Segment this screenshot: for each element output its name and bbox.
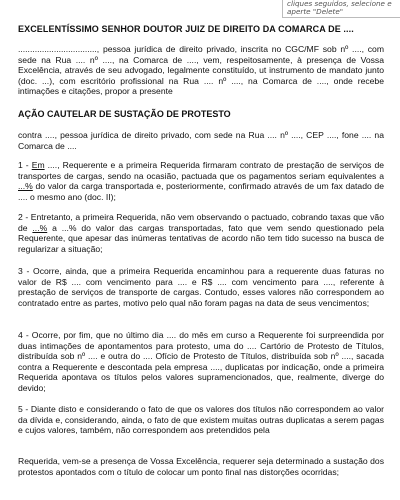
paragraph-4: 4 - Ocorre, por fim, que no último dia .... do mês em curso a Requerente foi surpreendida por duas intimações de apontamentos para protesto, uma do .... Cartório de Protesto de Títulos, distribuída sob nº .... e outra do .... Ofício de Protesto de Títulos, distribuída sob nº ...., sacada contra a Requerente e descontada pela empresa ...., duplicatas por indicação, onde a primeira Requerida apontava os títulos pelos valores supramencionados, que, realmente, diverge do devido; — [18, 330, 384, 393]
p1-underlined-percent: ...% — [18, 181, 33, 192]
p2-underlined-percent: ...% — [32, 222, 48, 233]
paragraph-2 — [18, 212, 384, 254]
contra-paragraph: contra ...., pessoa jurídica de direito privado, com sede na Rua .... nº ...., CEP ...., fone .... na Comarca de .... — [18, 130, 384, 151]
paragraph-1 — [18, 160, 384, 202]
p2-text-b: a ...% do valor das cargas transportadas, fato que vem sendo questionado pela Requerente, que apesar das inúmeras tentativas de acordo não tem tido sucesso na busca de regularizar a situação; — [18, 222, 385, 254]
action-title: AÇÃO CAUTELAR DE SUSTAÇÃO DE PROTESTO — [18, 109, 231, 119]
paragraph-5: 5 - Diante disto e considerando o fato de que os valores dos títulos não correspondem ao valor da dívida e, considerando, ainda, o fato de que existem muitas outras duplicatas a serem pagas e cujos valores, também, não correspondem aos pretendidos pela — [18, 404, 384, 436]
p1-text-a: ...., Requerente e a primeira Requerida firmaram contrato de prestação de serviços de transportes de cargas, sendo na ocasião, pactuada que os pagamentos seriam equivalentes a — [18, 160, 385, 181]
paragraph-3: 3 - Ocorre, ainda, que a primeira Requerida encaminhou para a requerente duas faturas no valor de R$ .... com vencimento para .... e R$ .... com vencimento para ...., referente à prestação de serviços de transporte de cargas. Contudo, esses valores não correspondem ao contratado entre as partes, motivo pelo qual não foram pagas na data de seus vencimentos; — [18, 266, 384, 308]
closing-paragraph: Requerida, vem-se a presença de Vossa Excelência, requerer seja determinado a sustação dos protestos apontados com o título de colocar um ponto final nas distorções ocorridas; — [18, 456, 384, 477]
p1-prefix: 1 - — [18, 160, 32, 170]
p1-text-b: do valor da carga transportada e, posteriormente, confirmado através de um fax datado de .... o mesmo ano (doc. II); — [18, 181, 384, 202]
note-line-1: cliques seguidos, selecione e — [287, 0, 392, 8]
p2-text-a: 2 - Entretanto, a primeira Requerida, não vem observando o pactuado, cobrando taxas que vão de — [18, 212, 384, 233]
p1-underlined-date: Em — [31, 160, 45, 170]
intro-paragraph: ................................., pessoa jurídica de direito privado, inscrita no CGC/MF sob nº ...., com sede na Rua .... nº ...., na Comarca de ...., vem, respeitosamente, à presença de Vossa Excelência, através de seu advogado, legalmente constituído, ut instrumento de mandato junto (doc. ...), com escritório profissional na Rua .... nº ...., na Comarca de ...., onde recebe intimações e citações, propor a presente — [18, 44, 384, 97]
instruction-note — [282, 0, 400, 18]
note-line-2: aperte "Delete" — [287, 7, 344, 16]
document-title: EXCELENTÍSSIMO SENHOR DOUTOR JUIZ DE DIREITO DA COMARCA DE .... — [18, 24, 354, 34]
